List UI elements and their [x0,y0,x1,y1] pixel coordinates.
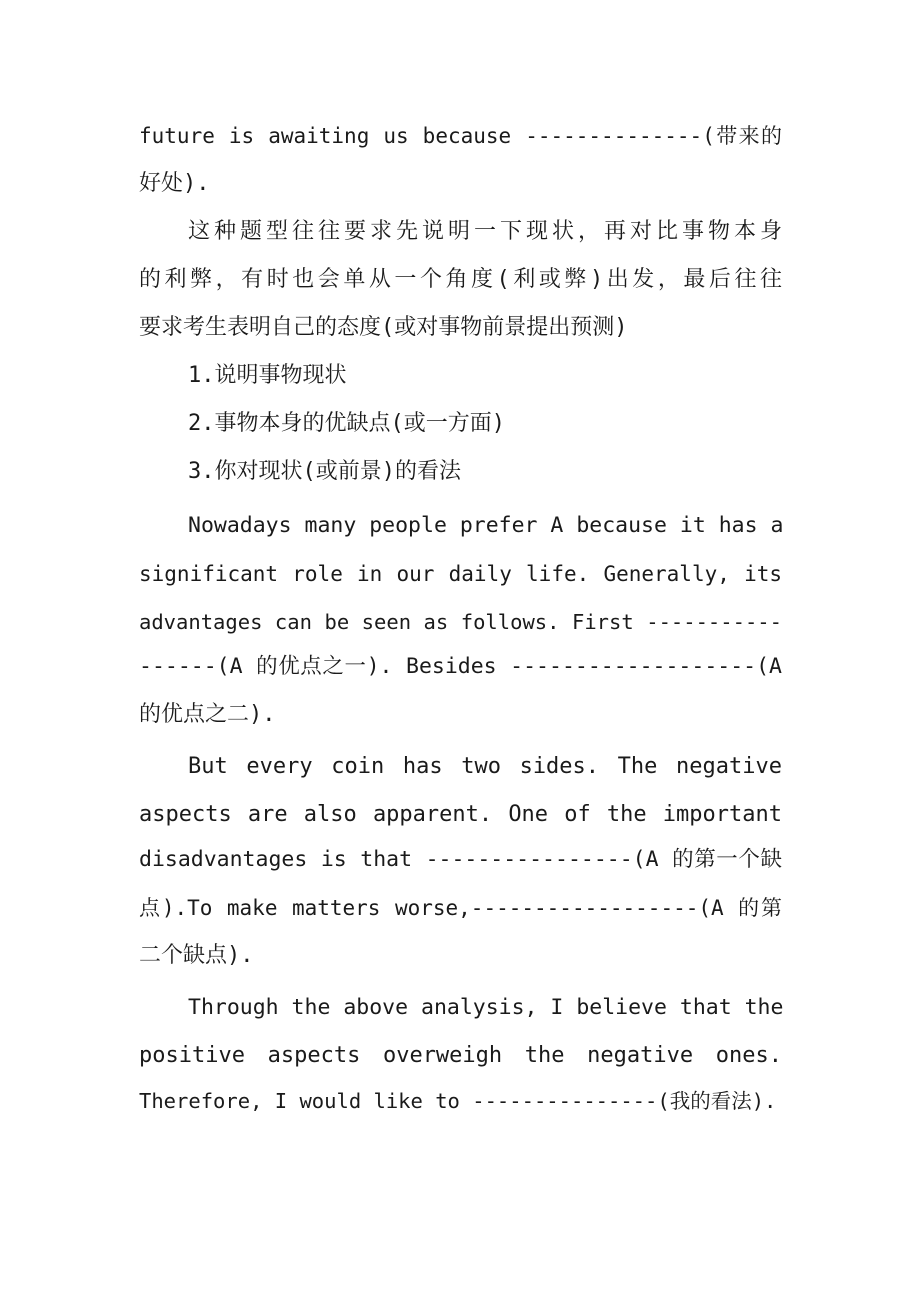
text-line: 的优点之二). [139,702,276,727]
text-line: 好处). [139,171,210,196]
paragraph-first-line: Through the above analysis, I believe that the [188,995,784,1020]
text-line: aspects are also apparent. One of the important [139,802,782,827]
text-line: 要求考生表明自己的态度(或对事物前景提出预测) [139,315,628,340]
text-line: 的利弊，有时也会单从一个角度(利或弊)出发，最后往往 [139,267,782,292]
text-line: 二个缺点). [139,943,254,968]
list-item: 3.你对现状(或前景)的看法 [188,459,461,484]
paragraph-first-line: But every coin has two sides. The negative [188,754,782,779]
list-item: 2.事物本身的优缺点(或一方面) [188,411,505,436]
text-line: Therefore, I would like to ---------------(我的看法). [139,1089,777,1113]
text-line: 点).To make matters worse,------------------(A 的第 [139,896,782,920]
text-line: significant role in our daily life. Generally, its [139,562,782,586]
text-line: ------(A 的优点之一). Besides -------------------(A [139,654,782,679]
paragraph-first-line: 这种题型往往要求先说明一下现状，再对比事物本身 [188,219,782,244]
text-line: disadvantages is that ----------------(A 的第一个缺 [139,847,782,872]
paragraph-first-line: Nowadays many people prefer A because it has a [188,513,784,538]
text-line: positive aspects overweigh the negative ones. [139,1043,782,1068]
text-line: future is awaiting us because --------------(带来的 [139,124,782,148]
list-item: 1.说明事物现状 [188,363,347,388]
text-line: advantages can be seen as follows. First ----------- [139,610,782,634]
